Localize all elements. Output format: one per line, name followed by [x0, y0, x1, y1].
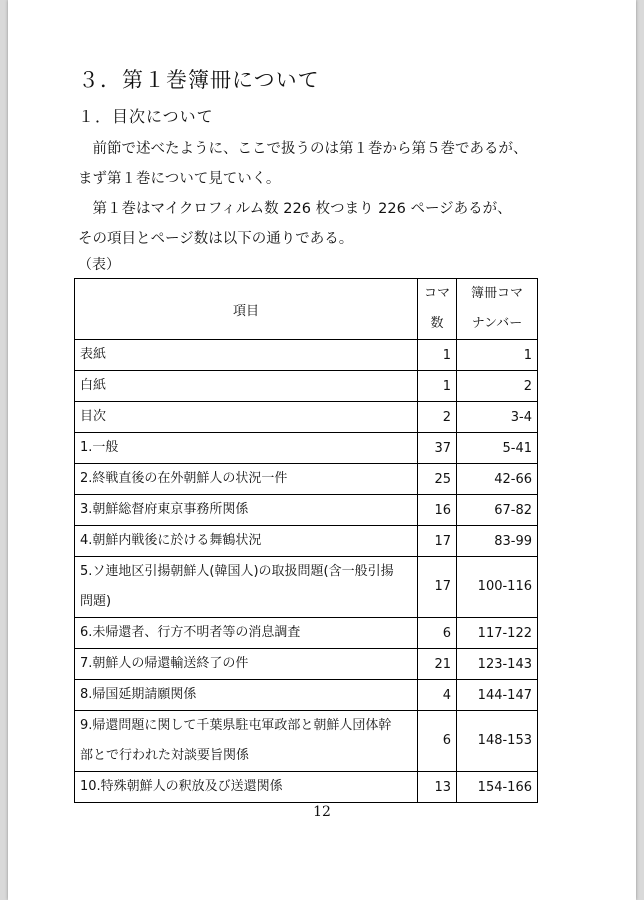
row-item-line: 9.帰還問題に関して千葉県駐屯軍政部と朝鮮人団体幹 — [80, 718, 392, 733]
header-numbers-line-2: ナンバー — [471, 316, 523, 331]
row-frames: 1 — [418, 371, 457, 402]
row-frame-range: 42-66 — [457, 464, 538, 495]
header-frame-numbers — [457, 279, 538, 340]
table-row — [75, 711, 538, 772]
row-item — [75, 371, 418, 402]
row-item-line: 4.朝鮮内戦後に於ける舞鶴状況 — [80, 533, 262, 548]
row-frame-range: 1 — [457, 340, 538, 371]
header-item: 項目 — [75, 279, 418, 340]
paragraph-line: 前節で述べたように、ここで扱うのは第１巻から第５巻であるが、 — [78, 141, 528, 157]
row-item — [75, 772, 418, 803]
row-frames: 1 — [418, 340, 457, 371]
row-frames: 4 — [418, 680, 457, 711]
row-frame-range: 3-4 — [457, 402, 538, 433]
row-item-line: 6.未帰還者、行方不明者等の消息調査 — [80, 625, 301, 640]
paragraph-line: その項目とページ数は以下の通りである。 — [78, 231, 354, 247]
row-item — [75, 680, 418, 711]
row-item — [75, 464, 418, 495]
paragraph-2 — [78, 194, 512, 254]
row-frame-range: 100-116 — [457, 557, 538, 618]
table-row — [75, 495, 538, 526]
document-page — [8, 0, 636, 900]
row-item — [75, 618, 418, 649]
row-frames: 17 — [418, 526, 457, 557]
row-item-line: 1.一般 — [80, 440, 119, 455]
row-frames: 13 — [418, 772, 457, 803]
table-row — [75, 526, 538, 557]
table-caption: （表） — [78, 257, 120, 273]
row-item — [75, 557, 418, 618]
table-row — [75, 371, 538, 402]
row-item — [75, 340, 418, 371]
row-item-line: 白紙 — [80, 378, 107, 393]
row-frame-range: 117-122 — [457, 618, 538, 649]
subsection-heading: １．目次について — [78, 107, 214, 126]
row-item-line: 問題) — [80, 594, 112, 609]
table-row — [75, 618, 538, 649]
row-frame-range: 144-147 — [457, 680, 538, 711]
row-item-line: 表紙 — [80, 347, 107, 362]
section-heading: ３．第１巻簿冊について — [78, 68, 320, 92]
table-row — [75, 433, 538, 464]
table-row — [75, 340, 538, 371]
row-item-line: 部とで行われた対談要旨関係 — [80, 748, 250, 763]
row-frames: 6 — [418, 618, 457, 649]
row-item — [75, 526, 418, 557]
table-body — [75, 340, 538, 803]
row-item-line: 10.特殊朝鮮人の釈放及び送還関係 — [80, 779, 283, 794]
paragraph-1 — [78, 134, 528, 194]
header-frames — [418, 279, 457, 340]
row-item — [75, 495, 418, 526]
row-frames: 37 — [418, 433, 457, 464]
row-frames: 6 — [418, 711, 457, 772]
row-item-line: 8.帰国延期請願関係 — [80, 687, 197, 702]
row-frame-range: 148-153 — [457, 711, 538, 772]
paragraph-line: まず第１巻について見ていく。 — [78, 171, 281, 187]
table-row — [75, 402, 538, 433]
table-header-row — [75, 279, 538, 340]
row-item-line: 2.終戦直後の在外朝鮮人の状況一件 — [80, 471, 288, 486]
row-frames: 2 — [418, 402, 457, 433]
row-item — [75, 711, 418, 772]
table-row — [75, 772, 538, 803]
header-frames-line-2: 数 — [430, 316, 444, 331]
row-item-line: 5.ソ連地区引揚朝鮮人(韓国人)の取扱問題(含一般引揚 — [80, 564, 394, 579]
row-frames: 21 — [418, 649, 457, 680]
row-frames: 25 — [418, 464, 457, 495]
table-row — [75, 464, 538, 495]
row-frame-range: 2 — [457, 371, 538, 402]
row-item — [75, 649, 418, 680]
table-row — [75, 680, 538, 711]
row-item-line: 7.朝鮮人の帰還輸送終了の件 — [80, 656, 249, 671]
row-item — [75, 433, 418, 464]
header-numbers-line-1: 簿冊コマ — [470, 286, 523, 301]
row-frame-range: 5-41 — [457, 433, 538, 464]
table-row — [75, 649, 538, 680]
table-row — [75, 557, 538, 618]
contents-table — [74, 278, 538, 803]
row-frames: 17 — [418, 557, 457, 618]
row-frame-range: 123-143 — [457, 649, 538, 680]
row-item-line: 目次 — [80, 409, 107, 424]
row-frame-range: 83-99 — [457, 526, 538, 557]
row-frame-range: 154-166 — [457, 772, 538, 803]
row-frame-range: 67-82 — [457, 495, 538, 526]
page-number: 12 — [313, 804, 331, 820]
header-frames-line-1: コマ — [423, 286, 450, 301]
row-frames: 16 — [418, 495, 457, 526]
row-item-line: 3.朝鮮総督府東京事務所関係 — [80, 502, 249, 517]
paragraph-line: 第１巻はマイクロフィルム数 226 枚つまり 226 ページあるが、 — [78, 201, 512, 217]
row-item — [75, 402, 418, 433]
